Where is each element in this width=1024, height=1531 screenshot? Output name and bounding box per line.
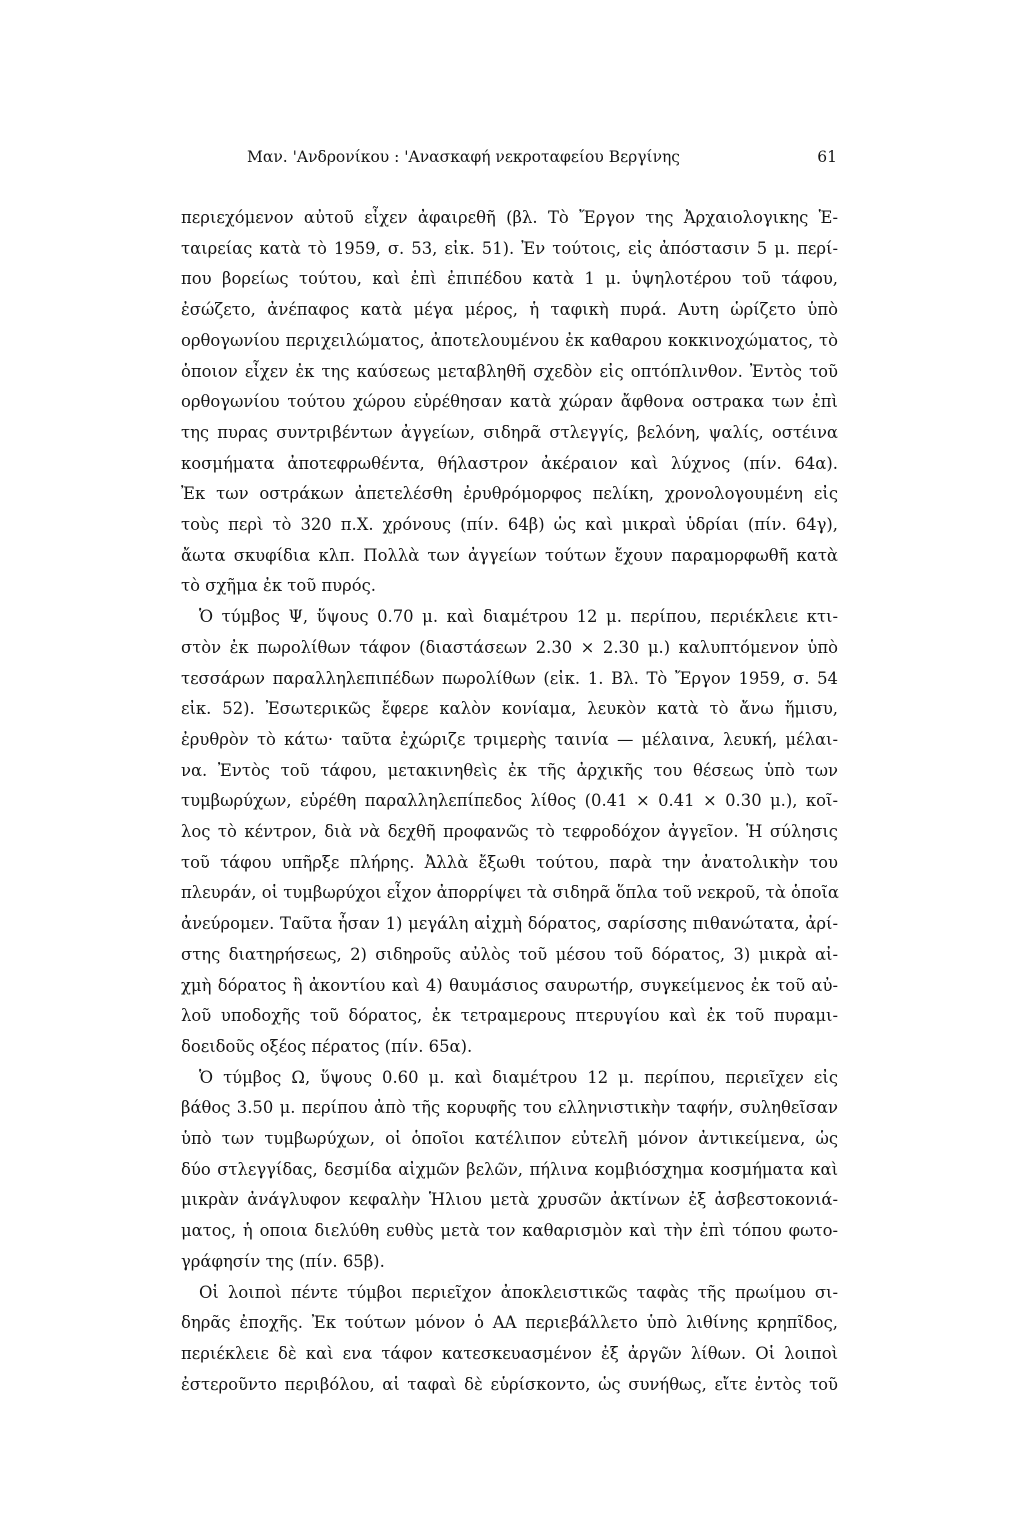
running-header xyxy=(0,148,1024,172)
text-line: περιέκλειε δὲ καὶ ενα τάφον κατεσκευασμένον ἐξ ἀργῶν λίθων. Οἱ λοιποὶ xyxy=(181,1343,838,1363)
text-line: ὁποιον εἶχεν ἐκ της καύσεως μεταβληθῆ σχεδὸν εἰς οπτόπλινθον. Ἐντὸς τοῦ xyxy=(181,361,838,381)
text-line: δηρᾶς ἐποχῆς. Ἐκ τούτων μόνον ὁ ΑΑ περιεβάλλετο ὑπὸ λιθίνης κρηπῖδος, xyxy=(181,1313,838,1333)
text-line: ορθογωνίου περιχειλώματος, ἀποτελουμένου ἐκ καθαρου κοκκινοχώματος, τὸ xyxy=(181,330,838,350)
text-line: γράφησίν της (πίν. 65β). xyxy=(181,1251,385,1271)
text-line: στης διατηρήσεως, 2) σιδηροῦς αὐλὸς τοῦ μέσου τοῦ δόρατος, 3) μικρὰ αἰ- xyxy=(181,944,838,964)
text-line: Ὁ τύμβος Ω, ὕψους 0.60 μ. καὶ διαμέτρου 12 μ. περίπου, περιεῖχεν εἰς xyxy=(199,1067,838,1087)
text-line: στὸν ἐκ πωρολίθων τάφον (διαστάσεων 2.30 × 2.30 μ.) καλυπτόμενον ὑπὸ xyxy=(181,637,838,657)
page-number: 61 xyxy=(817,148,837,166)
text-line: που βορείως τούτου, καὶ ἐπὶ ἐπιπέδου κατὰ 1 μ. ὑψηλοτέρου τοῦ τάφου, xyxy=(181,269,838,289)
text-line: ορθογωνίου τούτου χώρου εὑρέθησαν κατὰ χώραν ἄφθονα οστρακα των ἐπὶ xyxy=(181,392,838,412)
running-title: Μαν. 'Ανδρονίκου : 'Ανασκαφή νεκροταφείου Βεργίνης xyxy=(247,148,680,166)
text-line: ἀνεύρομεν. Ταῦτα ἦσαν 1) μεγάλη αἰχμὴ δόρατος, σαρίσσης πιθανώτατα, ἀρί- xyxy=(181,914,838,934)
text-line: μικρὰν ἀνάγλυφον κεφαλὴν Ἡλιου μετὰ χρυσῶν ἀκτίνων ἐξ ἀσβεστοκονιά- xyxy=(181,1190,838,1210)
text-line: περιεχόμενον αὐτοῦ εἶχεν ἀφαιρεθῆ (βλ. Τὸ Ἔργον της Ἀρχαιολογικης Ἑ- xyxy=(181,208,838,227)
text-line: ἐρυθρὸν τὸ κάτω· ταῦτα ἐχώριζε τριμερὴς ταινία — μέλαινα, λευκή, μέλαι- xyxy=(181,729,838,749)
text-line: χμὴ δόρατος ἢ ἀκοντίου καὶ 4) θαυμάσιος σαυρωτήρ, συγκείμενος ἐκ τοῦ αὐ- xyxy=(181,975,838,995)
text-line: τοὺς περὶ τὸ 320 π.Χ. χρόνους (πίν. 64β) ὡς καὶ μικραὶ ὑδρίαι (πίν. 64γ), xyxy=(181,515,838,534)
text-line: Οἱ λοιποὶ πέντε τύμβοι περιεῖχον ἀποκλειστικῶς ταφὰς τῆς πρωίμου σι- xyxy=(199,1282,838,1302)
text-line: ἐστεροῦντο περιβόλου, αἱ ταφαὶ δὲ εὑρίσκοντο, ὡς συνήθως, εἴτε ἐντὸς τοῦ xyxy=(181,1374,838,1394)
text-line: κοσμήματα ἀποτεφρωθέντα, θήλαστρον ἀκέραιον καὶ λύχνος (πίν. 64α). xyxy=(181,453,838,473)
text-line: πλευράν, οἱ τυμβωρύχοι εἶχον ἀπορρίψει τὰ σιδηρᾶ ὅπλα τοῦ νεκροῦ, τὰ ὁποῖα xyxy=(181,883,839,903)
text-line: ματος, ἡ οποια διελύθη ευθὺς μετὰ τον καθαρισμὸν καὶ τὴν ἐπὶ τόπου φωτο- xyxy=(181,1221,838,1241)
text-line: λος τὸ κέντρον, διὰ νὰ δεχθῆ προφανῶς τὸ τεφροδόχον ἀγγεῖον. Ἡ σύλησις xyxy=(181,822,838,841)
text-line: τὸ σχῆμα ἐκ τοῦ πυρός. xyxy=(181,576,377,596)
text-line: Ὁ τύμβος Ψ, ὕψους 0.70 μ. καὶ διαμέτρου 12 μ. περίπου, περιέκλειε κτι- xyxy=(199,607,838,627)
text-line: βάθος 3.50 μ. περίπου ἀπὸ τῆς κορυφῆς του ελληνιστικὴν ταφήν, συληθεῖσαν xyxy=(181,1098,838,1118)
text-line: δύο στλεγγίδας, δεσμίδα αἰχμῶν βελῶν, πήλινα κομβιόσχημα κοσμήματα καὶ xyxy=(181,1159,838,1179)
text-line: της πυρας συντριβέντων ἀγγείων, σιδηρᾶ στλεγγίς, βελόνη, ψαλίς, οστέινα xyxy=(181,422,838,442)
text-line: εἰκ. 52). Ἐσωτερικῶς ἔφερε καλὸν κονίαμα, λευκὸν κατὰ τὸ ἄνω ἥμισυ, xyxy=(181,699,838,719)
text-line: ἐσώζετο, ἀνέπαφος κατὰ μέγα μέρος, ἡ ταφικὴ πυρά. Αυτη ὡρίζετο ὑπὸ xyxy=(181,300,838,320)
text-line: δοειδοῦς οξέος πέρατος (πίν. 65α). xyxy=(181,1036,473,1056)
text-line: Ἐκ των οστράκων ἀπετελέσθη ἐρυθρόμορφος πελίκη, χρονολογουμένη εἰς xyxy=(181,484,838,504)
text-line: τοῦ τάφου υπῆρξε πλήρης. Ἀλλὰ ἔξωθι τούτου, παρὰ την ἀνατολικὴν του xyxy=(181,852,838,872)
text-line: τυμβωρύχων, εὑρέθη παραλληλεπίπεδος λίθος (0.41 × 0.41 × 0.30 μ.), κοῖ- xyxy=(181,791,838,811)
text-line: ταιρείας κατὰ τὸ 1959, σ. 53, εἰκ. 51). Ἐν τούτοις, εἰς ἀπόστασιν 5 μ. περί- xyxy=(181,238,838,258)
text-line: να. Ἐντὸς τοῦ τάφου, μετακινηθεὶς ἐκ τῆς ἀρχικῆς του θέσεως ὑπὸ των xyxy=(181,760,838,780)
text-line: ἄωτα σκυφίδια κλπ. Πολλὰ των ἀγγείων τούτων ἔχουν παραμορφωθῆ κατὰ xyxy=(181,545,838,565)
text-line: λοῦ υποδοχῆς τοῦ δόρατος, ἐκ τετραμερους πτερυγίου καὶ ἐκ τοῦ πυραμι- xyxy=(181,1006,838,1026)
text-line: ὑπὸ των τυμβωρύχων, οἱ ὁποῖοι κατέλιπον εὐτελῆ μόνον ἀντικείμενα, ὡς xyxy=(181,1129,838,1148)
text-line: τεσσάρων παραλληλεπιπέδων πωρολίθων (εἰκ. 1. Βλ. Τὸ Ἔργον 1959, σ. 54 xyxy=(181,668,838,688)
